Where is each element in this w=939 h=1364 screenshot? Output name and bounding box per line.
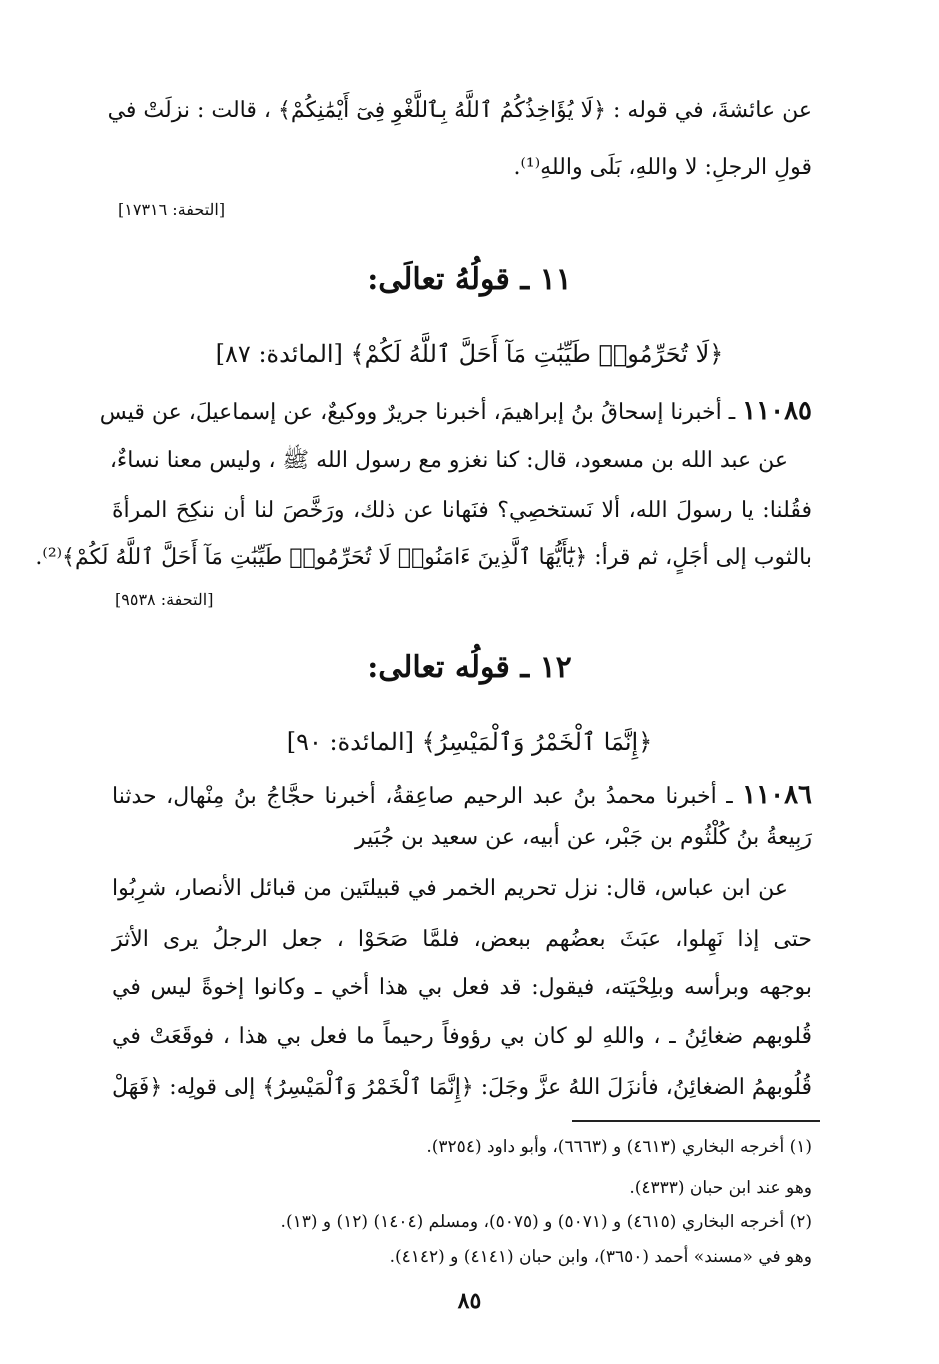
hadith-line: قُلوبهم ضغائِنُ ـ ، واللهِ لو كان بي رؤوفاً رحيماً ما فعل بي هذا ، فوقَعَتْ في <box>112 1024 812 1049</box>
hadith-line <box>99 396 812 427</box>
text-line: قولِ الرجلِ: لا واللهِ، بَلَى واللهِ⁽¹⁾. <box>513 155 812 180</box>
hadith-line: قُلُوبهمُ الضغائِنُ، فأنزَلَ اللهُ عزَّ وجَلَ: ﴿إِنَّمَا ٱلْخَمْرُ وَٱلْمَيْسِرُ﴾ إلى قولِه: ﴿فَهَلْ <box>112 1075 812 1100</box>
quran-verse: ﴿إِنَّمَا ٱلْخَمْرُ وَٱلْمَيْسِرُ﴾ [المائدة: ٩٠] <box>286 728 653 756</box>
page-number: ٨٥ <box>457 1288 482 1314</box>
footnote: وهو في «مسند» أحمد (٣٦٥٠)، وابن حبان (٤١٤١) و (٤١٤٢). <box>389 1247 812 1267</box>
hadith-line: عن ابن عباس، قال: نزل تحريم الخمر في قبيلتَين من قبائل الأنصار، شرِبُوا <box>112 876 788 901</box>
hadith-line: بالثوب إلى أجَلٍ، ثم قرأ: ﴿يَٰٓأَيُّهَا ٱلَّذِينَ ءَامَنُوا۟ لَا تُحَرِّمُوا۟ طَيِّبَٰتِ مَآ أَحَلَّ ٱللَّهُ لَكُمْ﴾⁽²⁾. <box>35 545 812 570</box>
hadith-line: بوجهه وبرأسه وبلِحْيَته، فيقول: قد فعل بي هذا أخي ـ وكانوا إخوةً ليس في <box>112 975 812 1000</box>
section-heading: ١٢ ـ قولُه تعالى: <box>367 650 572 685</box>
footnote: (١) أخرجه البخاري (٤٦١٣) و (٦٦٦٣)، وأبو داود (٣٢٥٤). <box>426 1137 812 1157</box>
footnote: وهو عند ابن حبان (٤٣٣٣). <box>629 1178 812 1198</box>
section-heading: ١١ ـ قولُهُ تعالَى: <box>367 262 572 297</box>
hadith-line: عن عبد الله بن مسعود، قال: كنا نغزو مع رسول الله ﷺ ، وليس معنا نساءٌ، <box>109 448 788 473</box>
reference-tuhfa: [التحفة: ٩٥٣٨] <box>115 590 214 609</box>
footnote-divider <box>572 1120 820 1122</box>
hadith-text: ـ أخبرنا إسحاقُ بنُ إبراهيمَ، أخبرنا جريرٌ ووكيعٌ، عن إسماعيلَ، عن قيس <box>99 400 743 425</box>
hadith-line <box>112 780 812 811</box>
hadith-number: ١١٠٨٦ <box>742 780 812 810</box>
reference-tuhfa: [التحفة: ١٧٣١٦] <box>118 200 226 219</box>
footnote: (٢) أخرجه البخاري (٤٦١٥) و (٥٠٧١) و (٥٠٧٥)، ومسلم (١٤٠٤) (١٢) و (١٣). <box>280 1212 812 1232</box>
hadith-text: ـ أخبرنا محمدُ بنُ عبد الرحيم صاعِقةُ، أخبرنا حجَّاجُ بنُ مِنْهال، حدثنا <box>112 784 743 809</box>
hadith-number: ١١٠٨٥ <box>742 396 812 426</box>
hadith-line: فقُلنا: يا رسولَ الله، ألا نَستخصِي؟ فنَهانا عن ذلك، ورَخَّصَ لنا أن ننكِحَ المرأةَ <box>112 498 812 523</box>
quran-verse: ﴿لَا تُحَرِّمُوا۟ طَيِّبَٰتِ مَآ أَحَلَّ ٱللَّهُ لَكُمْ﴾ [المائدة: ٨٧] <box>215 340 724 368</box>
hadith-line: رَبِيعةُ بنُ كُلْثُوم بن جَبْر، عن أبيه، عن سعيد بن جُبَير <box>355 825 812 850</box>
text-line: عن عائشةَ، في قوله : ﴿لَا يُؤَاخِذُكُمُ ٱللَّهُ بِٱللَّغْوِ فِىٓ أَيْمَٰنِكُمْ﴾ ، قالت : نزلَتْ في <box>107 98 812 123</box>
hadith-line: حتى إذا نَهِلوا، عبَثَ بعضُهم ببعض، فلمَّا صَحَوْا ، جعل الرجلُ يرى الأثرَ <box>112 927 812 952</box>
